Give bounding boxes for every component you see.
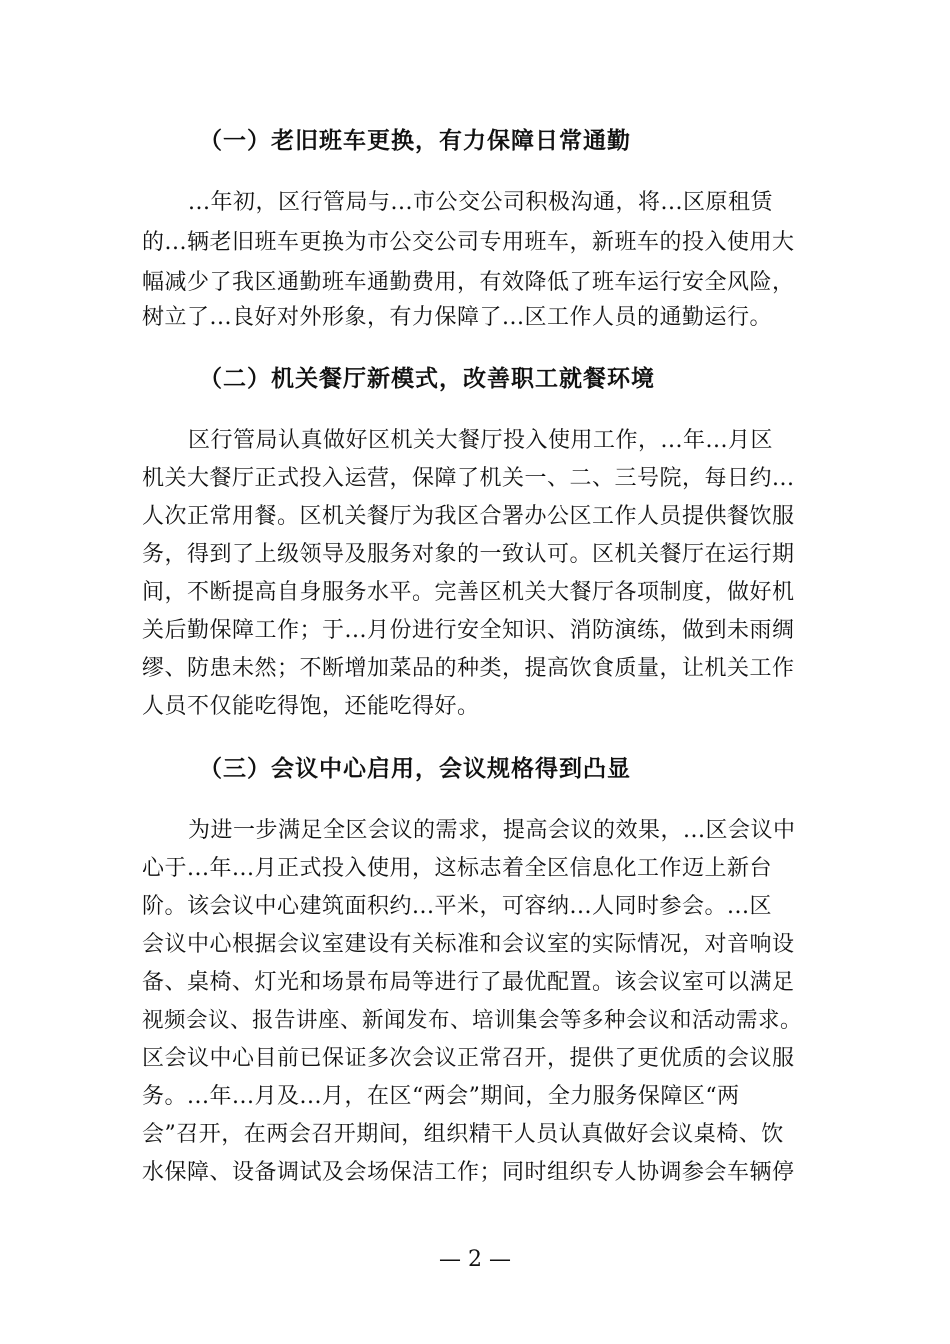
section-1-line-2: 的...辆老旧班车更换为市公交公司专用班车，新班车的投入使用大: [142, 230, 795, 255]
section-3-line-6: 视频会议、报告讲座、新闻发布、培训集会等多种会议和活动需求。: [142, 1008, 803, 1033]
section-2-line-1: 区行管局认真做好区机关大餐厅投入使用工作，...年...月区: [188, 428, 773, 453]
section-1-line-1: ...年初，区行管局与...市公交公司积极沟通，将...区原租赁: [188, 190, 773, 215]
section-3-line-1: 为进一步满足全区会议的需求，提高会议的效果，...区会议中: [188, 818, 796, 843]
section-3-line-2: 心于...年...月正式投入使用，这标志着全区信息化工作迈上新台: [142, 856, 772, 881]
section-3-heading: （三）会议中心启用，会议规格得到凸显: [199, 756, 631, 782]
section-3-line-8: 务。...年...月及...月，在区“两会”期间，全力服务保障区“两: [142, 1084, 740, 1109]
section-1-heading: （一）老旧班车更换，有力保障日常通勤: [199, 128, 631, 154]
section-3-line-10: 水保障、设备调试及会场保洁工作；同时组织专人协调参会车辆停: [142, 1160, 795, 1185]
section-2-line-4: 务，得到了上级领导及服务对象的一致认可。区机关餐厅在运行期: [142, 542, 795, 567]
section-3-line-9: 会”召开，在两会召开期间，组织精干人员认真做好会议桌椅、饮: [142, 1122, 784, 1147]
section-2-line-8: 人员不仅能吃得饱，还能吃得好。: [142, 694, 480, 719]
section-3-line-5: 备、桌椅、灯光和场景布局等进行了最优配置。该会议室可以满足: [142, 970, 795, 995]
section-2-line-6: 关后勤保障工作；于...月份进行安全知识、消防演练，做到未雨绸: [142, 618, 795, 643]
section-2-line-3: 人次正常用餐。区机关餐厅为我区合署办公区工作人员提供餐饮服: [142, 504, 795, 529]
page-number: — 2 —: [439, 1247, 511, 1272]
section-2-line-7: 缪、防患未然；不断增加菜品的种类，提高饮食质量，让机关工作: [142, 656, 795, 681]
section-2-heading: （二）机关餐厅新模式，改善职工就餐环境: [199, 366, 655, 392]
section-2-line-2: 机关大餐厅正式投入运营，保障了机关一、二、三号院，每日约...: [142, 466, 795, 491]
section-1-line-4: 树立了...良好对外形象，有力保障了...区工作人员的通勤运行。: [142, 305, 772, 330]
section-3-line-7: 区会议中心目前已保证多次会议正常召开，提供了更优质的会议服: [142, 1046, 795, 1071]
section-3-line-4: 会议中心根据会议室建设有关标准和会议室的实际情况，对音响设: [142, 932, 795, 957]
section-2-line-5: 间，不断提高自身服务水平。完善区机关大餐厅各项制度，做好机: [142, 580, 795, 605]
section-3-line-3: 阶。该会议中心建筑面积约...平米，可容纳...人同时参会。...区: [142, 894, 772, 919]
section-1-line-3: 幅减少了我区通勤班车通勤费用，有效降低了班车运行安全风险，: [142, 270, 795, 295]
